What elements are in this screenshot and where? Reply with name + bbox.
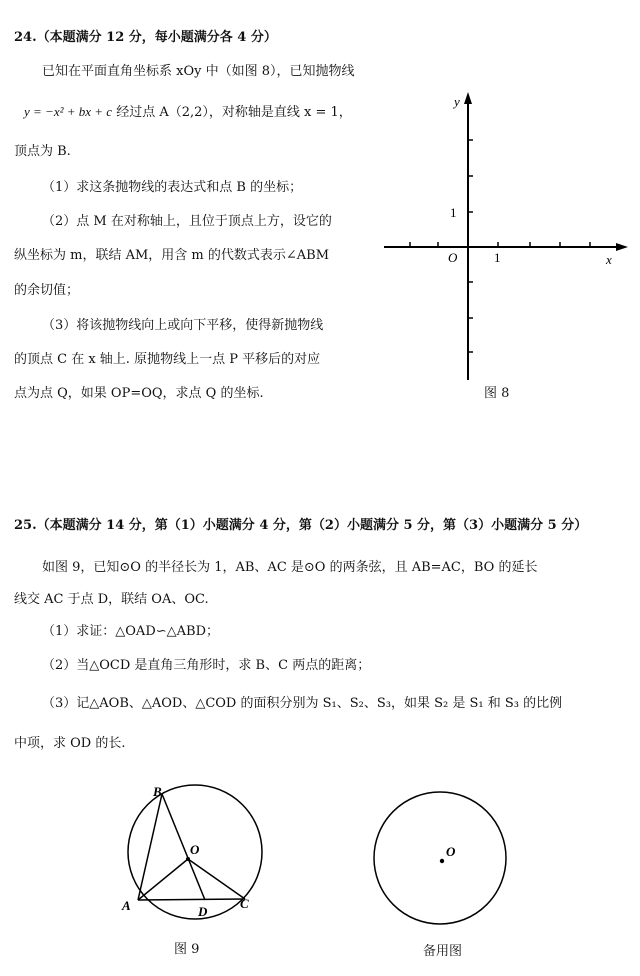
q24-paragraph-2 bbox=[24, 104, 352, 121]
label-c: C bbox=[240, 896, 249, 911]
label-d: D bbox=[198, 904, 208, 919]
q24-sub-3-line-3: 点为点 Q，如果 OP=OQ，求点 Q 的坐标. bbox=[14, 386, 264, 401]
q25-sub-3-line-1: （3）记△AOB、△AOD、△COD 的面积分别为 S₁、S₂、S₃，如果 S₂ 是 S₁ 和 S₃ 的比例 bbox=[42, 696, 563, 711]
label-o: O bbox=[190, 842, 200, 857]
y-arrow-icon bbox=[464, 92, 472, 104]
x-arrow-icon bbox=[616, 243, 628, 251]
y-tick-label: 1 bbox=[450, 205, 457, 220]
spare-center-point bbox=[440, 859, 444, 863]
chord-ac bbox=[138, 899, 245, 900]
q24-sub-2-line-3: 的余切值； bbox=[14, 283, 80, 298]
y-axis-label: y bbox=[454, 94, 460, 109]
x-axis-label: x bbox=[606, 252, 612, 267]
q25-sub-3-line-2: 中项，求 OD 的长. bbox=[14, 736, 126, 751]
spare-figure bbox=[368, 788, 518, 928]
q24-header: 24.（本题满分 12 分，每小题满分各 4 分） bbox=[14, 30, 277, 45]
q24-paragraph-1: 已知在平面直角坐标系 xOy 中（如图 8），已知抛物线 bbox=[42, 64, 355, 79]
figure-9 bbox=[110, 782, 285, 922]
figure-9-caption: 图 9 bbox=[174, 942, 200, 957]
x-tick-label: 1 bbox=[494, 250, 501, 265]
q24-sub-2-line-2: 纵坐标为 m，联结 AM，用含 m 的代数式表示∠ABM bbox=[14, 248, 330, 263]
spare-center-label: O bbox=[446, 844, 456, 859]
q24-equation-rest: 经过点 A（2,2），对称轴是直线 x = 1， bbox=[116, 105, 352, 120]
figure-8-caption: 图 8 bbox=[484, 386, 510, 401]
q25-sub-1: （1）求证：△OAD∽△ABD； bbox=[42, 624, 219, 639]
q24-paragraph-3: 顶点为 B. bbox=[14, 144, 71, 159]
q25-header: 25.（本题满分 14 分，第（1）小题满分 4 分，第（2）小题满分 5 分，第（3）小题满分 5 分） bbox=[14, 518, 588, 533]
spare-figure-caption: 备用图 bbox=[423, 944, 463, 959]
figure-8-axes bbox=[380, 90, 630, 400]
q25-paragraph-2: 线交 AC 于点 D，联结 OA、OC. bbox=[14, 592, 209, 607]
spare-circle bbox=[374, 792, 506, 924]
q24-sub-1: （1）求这条抛物线的表达式和点 B 的坐标； bbox=[42, 180, 303, 195]
q24-sub-2-line-1: （2）点 M 在对称轴上，且位于顶点上方，设它的 bbox=[42, 214, 332, 229]
q25-paragraph-1: 如图 9，已知⊙O 的半径长为 1，AB、AC 是⊙O 的两条弦，且 AB=AC，BO 的延长 bbox=[42, 560, 538, 575]
q24-sub-3-line-1: （3）将该抛物线向上或向下平移，使得新抛物线 bbox=[42, 318, 324, 333]
label-a: A bbox=[122, 898, 131, 913]
point-o bbox=[186, 857, 190, 861]
q24-equation: y = −x² + bx + c bbox=[24, 104, 113, 119]
label-b: B bbox=[153, 784, 162, 799]
origin-label: O bbox=[448, 250, 458, 265]
q25-sub-2: （2）当△OCD 是直角三角形时，求 B、C 两点的距离； bbox=[42, 658, 371, 673]
q24-sub-3-line-2: 的顶点 C 在 x 轴上. 原抛物线上一点 P 平移后的对应 bbox=[14, 352, 321, 367]
